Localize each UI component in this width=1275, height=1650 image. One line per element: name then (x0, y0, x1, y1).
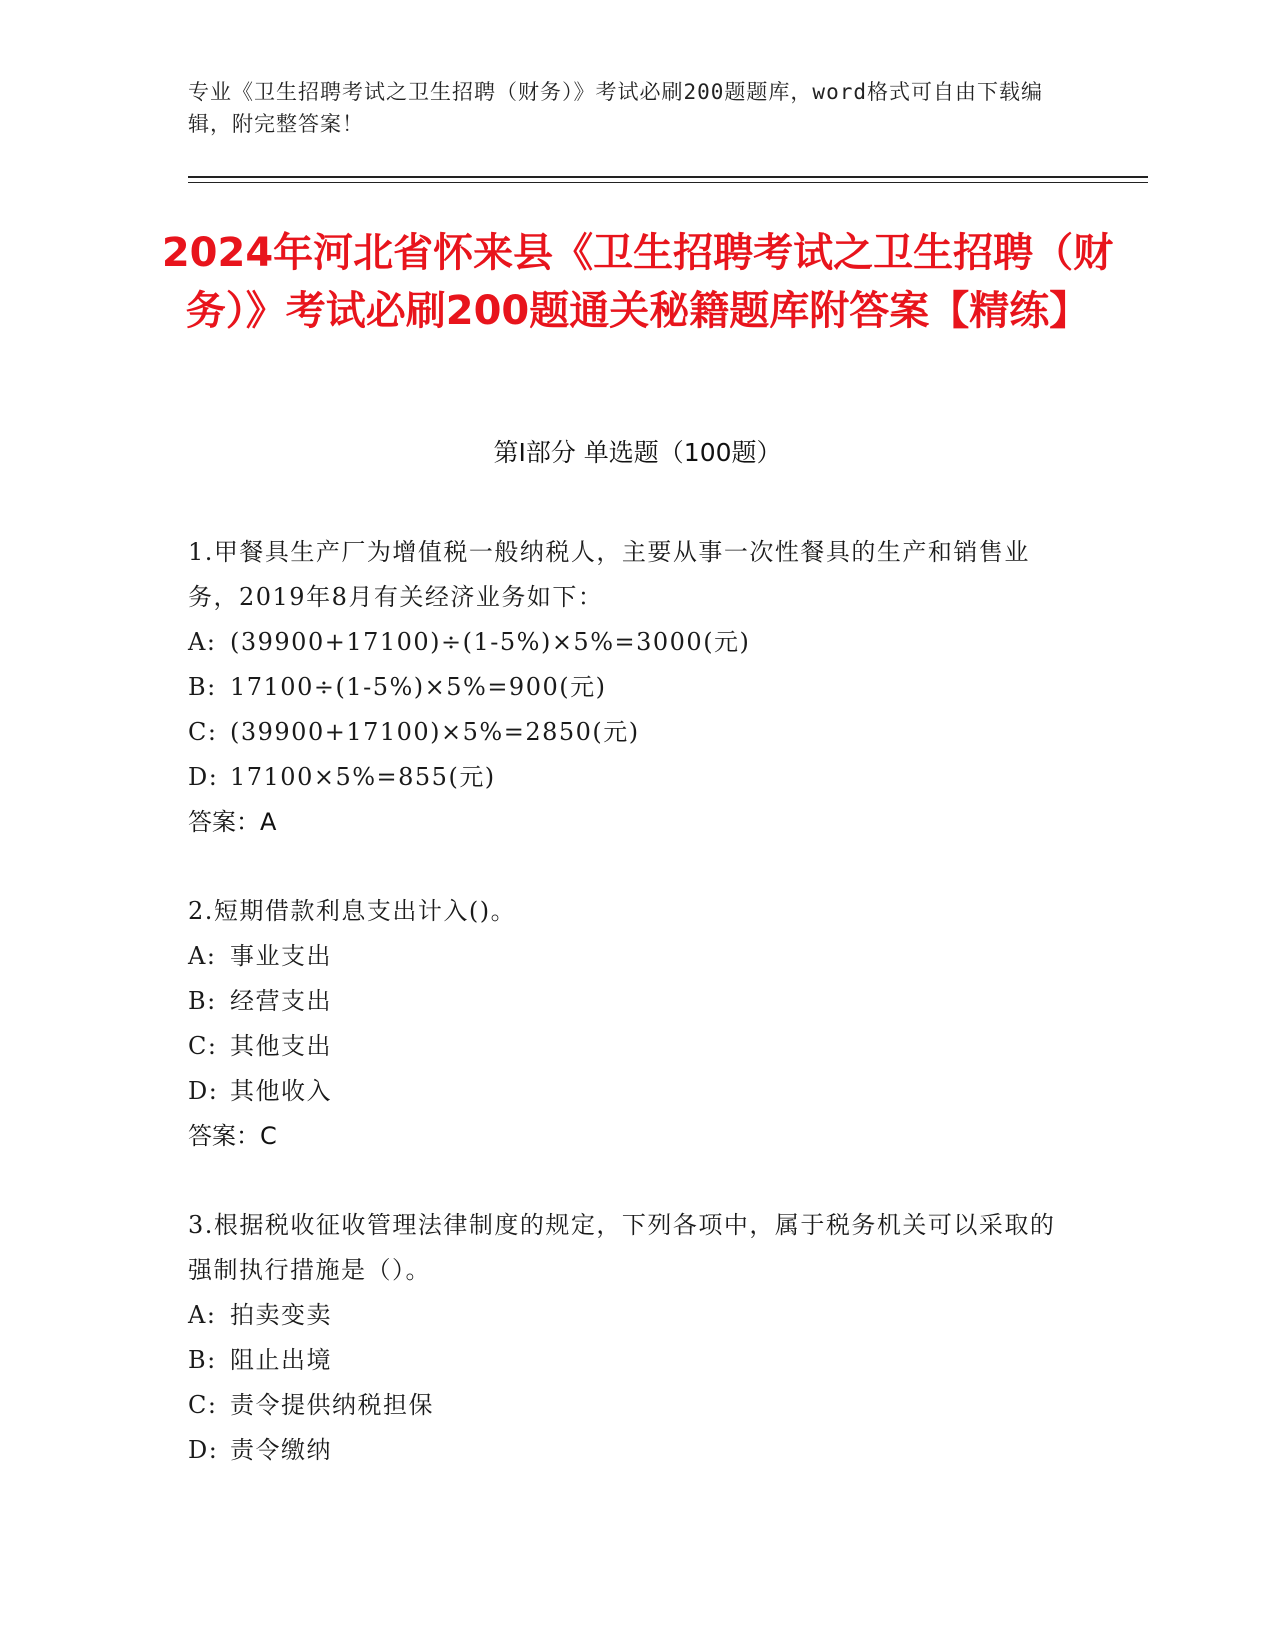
answer-label: 答案：C (188, 1122, 277, 1150)
option-key: D: (188, 1436, 219, 1464)
option-key: B: (188, 987, 217, 1015)
option-key: B: (188, 673, 217, 701)
option-d (188, 1428, 1068, 1473)
option-key: C: (188, 718, 218, 746)
question-3 (188, 1203, 1068, 1473)
option-c (188, 1383, 1068, 1428)
header-rule-thin (188, 182, 1148, 183)
option-b (188, 979, 1068, 1024)
option-text: 其他支出 (230, 1032, 332, 1060)
option-key: A: (188, 1301, 217, 1329)
option-text: 17100×5%=855(元) (230, 763, 496, 791)
option-c (188, 1024, 1068, 1069)
option-key: D: (188, 763, 219, 791)
option-d (188, 1069, 1068, 1114)
option-text: 17100÷(1-5%)×5%=900(元) (230, 673, 607, 701)
question-list (188, 530, 1068, 1517)
option-text: 经营支出 (230, 987, 332, 1015)
option-key: D: (188, 1077, 219, 1105)
option-text: 拍卖变卖 (230, 1301, 332, 1329)
question-stem: 3.根据税收征收管理法律制度的规定，下列各项中，属于税务机关可以采取的强制执行措施是（）。 (188, 1211, 1056, 1284)
header-note: 专业《卫生招聘考试之卫生招聘（财务）》考试必刷200题题库，word格式可自由下载编辑，附完整答案！ (188, 80, 1043, 136)
option-text: (39900+17100)×5%=2850(元) (230, 718, 640, 746)
document-title: 2024年河北省怀来县《卫生招聘考试之卫生招聘（财务）》考试必刷200题通关秘籍题库附答案【精练】 (161, 230, 1114, 334)
option-b (188, 1338, 1068, 1383)
section-title: 第Ⅰ部分 单选题（100题） (493, 438, 782, 467)
option-key: A: (188, 942, 217, 970)
option-text: 其他收入 (230, 1077, 332, 1105)
option-key: C: (188, 1391, 218, 1419)
option-text: 事业支出 (230, 942, 332, 970)
option-d (188, 755, 1068, 800)
option-b (188, 665, 1068, 710)
option-a (188, 1293, 1068, 1338)
question-stem: 1.甲餐具生产厂为增值税一般纳税人，主要从事一次性餐具的生产和销售业务，2019年8月有关经济业务如下： (188, 538, 1030, 611)
option-a (188, 620, 1068, 665)
header-rule-thick (188, 176, 1148, 178)
question-stem: 2.短期借款利息支出计入()。 (188, 897, 517, 925)
option-text: 责令提供纳税担保 (230, 1391, 434, 1419)
option-text: (39900+17100)÷(1-5%)×5%=3000(元) (230, 628, 751, 656)
option-key: C: (188, 1032, 218, 1060)
option-key: B: (188, 1346, 217, 1374)
question-1 (188, 530, 1068, 845)
answer-label: 答案：A (188, 808, 277, 836)
question-2 (188, 889, 1068, 1159)
option-c (188, 710, 1068, 755)
option-text: 责令缴纳 (230, 1436, 332, 1464)
option-key: A: (188, 628, 217, 656)
option-a (188, 934, 1068, 979)
option-text: 阻止出境 (230, 1346, 332, 1374)
